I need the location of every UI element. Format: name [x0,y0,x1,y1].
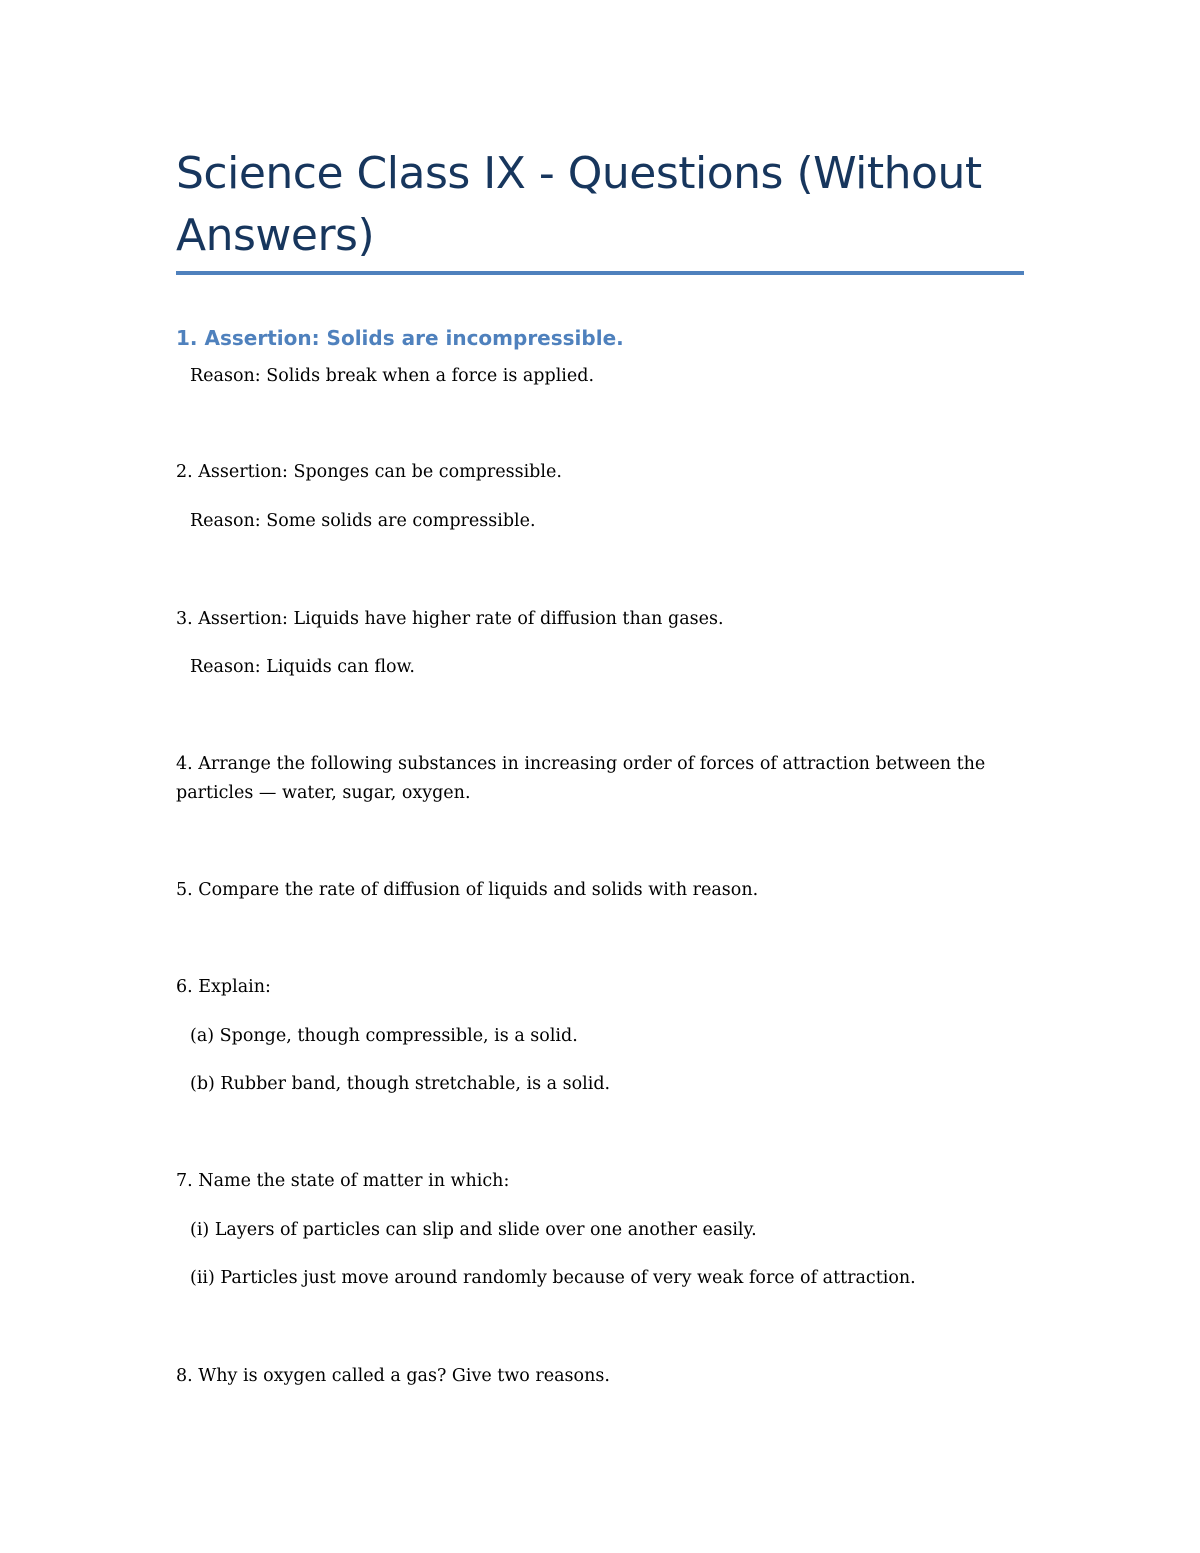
question-6-part-a: (a) Sponge, though compressible, is a solid. [190,1026,578,1046]
question-7-part-i: (i) Layers of particles can slip and slide over one another easily. [190,1220,757,1240]
question-8: 8. Why is oxygen called a gas? Give two reasons. [176,1366,610,1386]
question-1-reason: Reason: Solids break when a force is applied. [190,366,595,386]
question-3-assertion: 3. Assertion: Liquids have higher rate of diffusion than gases. [176,609,724,629]
question-2-reason: Reason: Some solids are compressible. [190,511,536,531]
question-1-heading: 1. Assertion: Solids are incompressible. [176,326,624,350]
question-6: 6. Explain: [176,977,271,997]
question-6-part-b: (b) Rubber band, though stretchable, is a solid. [190,1074,611,1094]
title-underline [176,271,1024,275]
question-7: 7. Name the state of matter in which: [176,1171,510,1191]
question-7-part-ii: (ii) Particles just move around randomly because of very weak force of attraction. [190,1268,916,1288]
document-title: Science Class IX - Questions (Without Answers) [176,148,982,261]
question-3-reason: Reason: Liquids can flow. [190,657,415,677]
question-2-assertion: 2. Assertion: Sponges can be compressible. [176,462,562,482]
question-4: 4. Arrange the following substances in increasing order of forces of attraction between the particles — water, sugar, oxygen. [176,754,986,803]
question-5: 5. Compare the rate of diffusion of liquids and solids with reason. [176,880,759,900]
